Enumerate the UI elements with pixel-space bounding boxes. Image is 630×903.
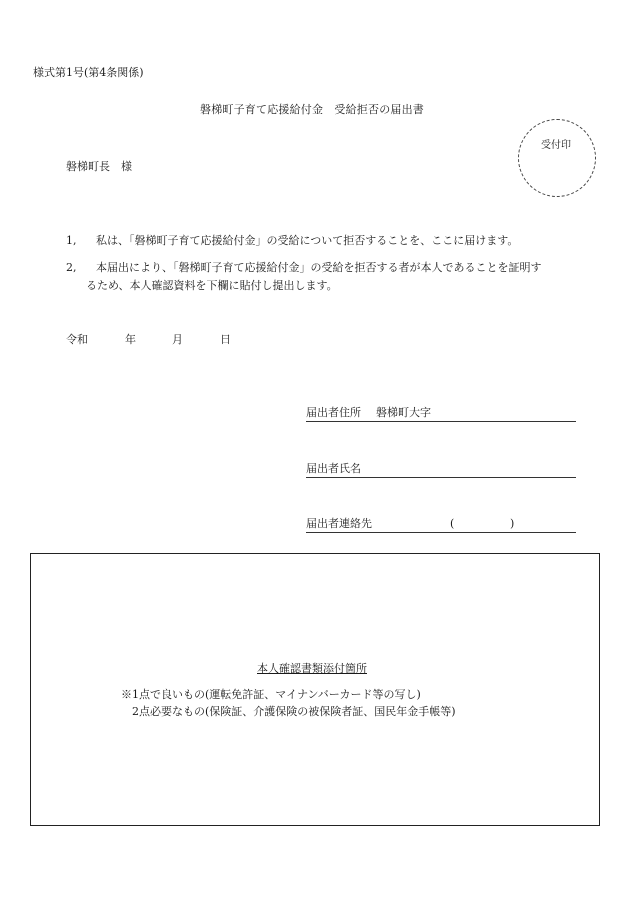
- date-day-label: 日: [220, 333, 231, 346]
- receipt-stamp-label: 受付印: [541, 140, 571, 151]
- address-label: 届出者住所: [306, 406, 361, 419]
- addressee: 磐梯町長 様: [66, 160, 132, 173]
- item-number: 2,: [66, 261, 77, 274]
- id-box-note: 2点必要なもの(保険証、介護保険の被保険者証、国民年金手帳等): [132, 705, 456, 718]
- form-number: 様式第1号(第4条関係): [33, 66, 144, 79]
- contact-field[interactable]: [306, 517, 576, 533]
- item-number: 1,: [66, 234, 77, 247]
- name-field[interactable]: [306, 462, 576, 478]
- item-text-continued: るため、本人確認資料を下欄に貼付し提出します。: [86, 279, 338, 292]
- date-year-label: 年: [125, 333, 136, 346]
- id-box-title: 本人確認書類添付箇所: [257, 662, 367, 675]
- item-text: 私は、「磐梯町子育て応援給付金」の受給について拒否することを、ここに届けます。: [96, 234, 519, 247]
- document-title: 磐梯町子育て応援給付金 受給拒否の届出書: [200, 103, 424, 116]
- receipt-stamp-circle: [518, 119, 596, 197]
- id-document-attachment-box: [30, 553, 600, 826]
- date-month-label: 月: [172, 333, 183, 346]
- id-box-note: ※1点で良いもの(運転免許証、マイナンバーカード等の写し): [121, 688, 421, 701]
- date-era: 令和: [66, 333, 88, 346]
- contact-label: 届出者連絡先: [306, 517, 372, 530]
- address-value: 磐梯町大字: [376, 406, 431, 419]
- contact-paren-close: ): [510, 517, 515, 530]
- contact-paren-open: (: [450, 517, 455, 530]
- item-text: 本届出により、「磐梯町子育て応援給付金」の受給を拒否する者が本人であることを証明す: [96, 261, 542, 274]
- address-field[interactable]: [306, 406, 576, 422]
- name-label: 届出者氏名: [306, 462, 361, 475]
